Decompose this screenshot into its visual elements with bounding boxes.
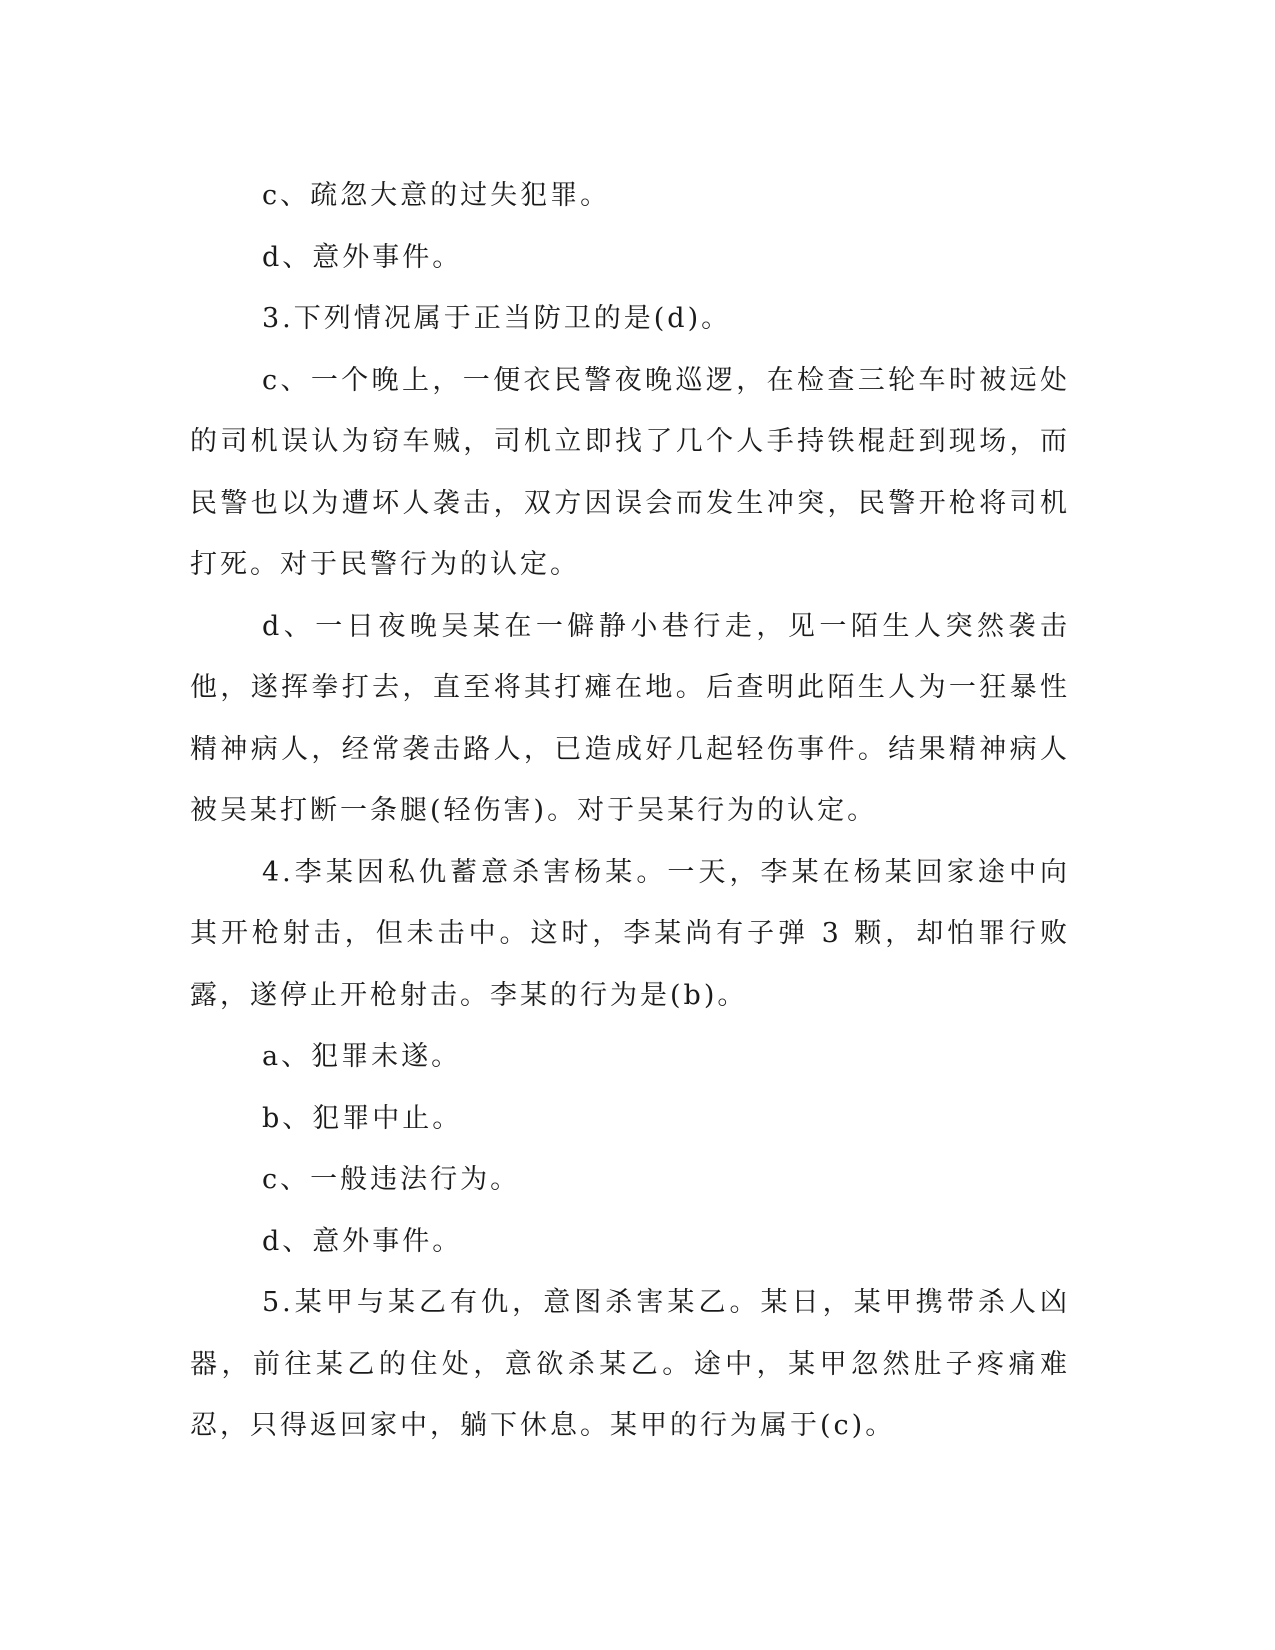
question-3-option-c: c、一个晚上，一便衣民警夜晚巡逻，在检查三轮车时被远处的司机误认为窃车贼，司机立即找了几个人手持铁棍赶到现场，而民警也以为遭坏人袭击，双方因误会而发生冲突，民警开枪将司机打死。对于民警行为的认定。 <box>190 364 1070 580</box>
question-3-option-d: d、一日夜晚吴某在一僻静小巷行走，见一陌生人突然袭击他，遂挥拳打去，直至将其打瘫在地。后查明此陌生人为一狂暴性精神病人，经常袭击路人，已造成好几起轻伤事件。结果精神病人被吴某打断一条腿(轻伤害)。对于吴某行为的认定。 <box>190 610 1070 826</box>
document-body <box>190 165 1070 1457</box>
question-4-option-d: d、意外事件。 <box>262 1225 463 1257</box>
question-5: 5.某甲与某乙有仇，意图杀害某乙。某日，某甲携带杀人凶器，前往某乙的住处，意欲杀某乙。途中，某甲忽然肚子疼痛难忍，只得返回家中，躺下休息。某甲的行为属于(c)。 <box>190 1287 1070 1441</box>
question-4-option-b: b、犯罪中止。 <box>262 1102 463 1134</box>
question-4-option-c: c、一般违法行为。 <box>262 1164 521 1195</box>
option-c-negligence: c、疏忽大意的过失犯罪。 <box>262 180 611 211</box>
question-3: 3.下列情况属于正当防卫的是(d)。 <box>262 303 732 334</box>
question-4-option-a: a、犯罪未遂。 <box>262 1041 462 1072</box>
question-4: 4.李某因私仇蓄意杀害杨某。一天，李某在杨某回家途中向其开枪射击，但未击中。这时，李某尚有子弹 3 颗，却怕罪行败露，遂停止开枪射击。李某的行为是(b)。 <box>190 856 1070 1011</box>
option-d-accident: d、意外事件。 <box>262 241 463 273</box>
